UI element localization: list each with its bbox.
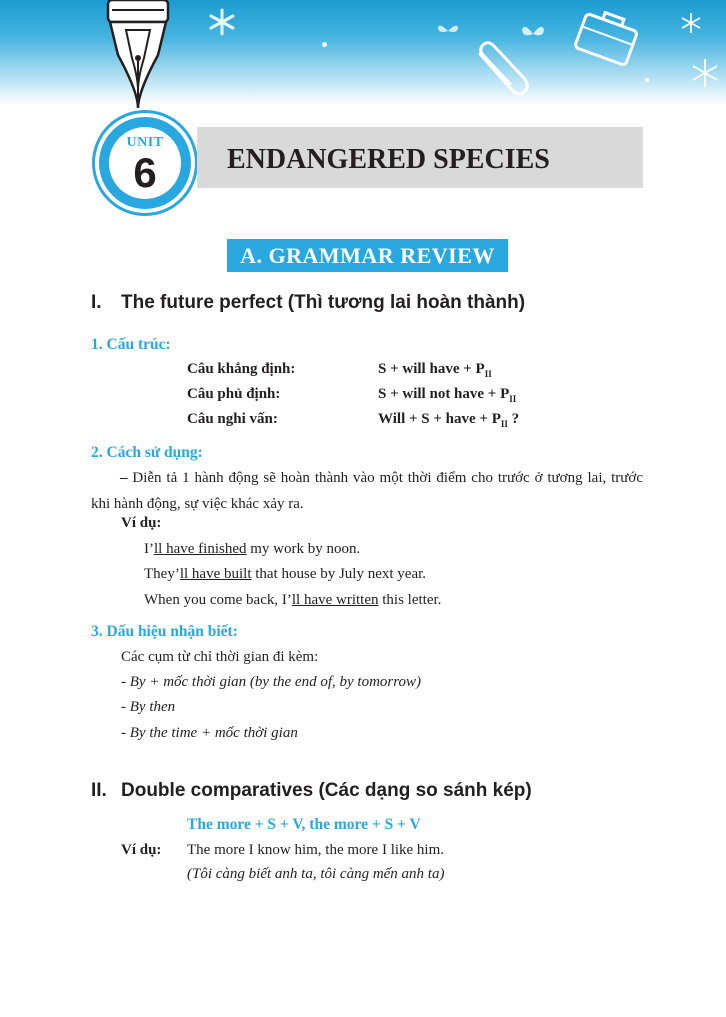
structure-formula: S + will have + $P_{II}$ — [378, 361, 492, 379]
subheading-signs: 3. Dấu hiệu nhận biết: — [91, 623, 238, 640]
part-number: I. — [91, 292, 102, 313]
example-sentence: When you come back, I’ll have written this letter. — [144, 592, 442, 608]
example-sentence: They’ll have built that house by July next year. — [144, 566, 427, 582]
dot-decoration — [322, 42, 327, 47]
comparative-formula: The more + S + V, the more + S + V — [187, 816, 421, 833]
signs-item: - By then — [121, 699, 176, 715]
paper-clip-icon — [472, 40, 532, 100]
example-translation: (Tôi càng biết anh ta, tôi càng mến anh ta) — [187, 866, 445, 882]
usage-paragraph: – Diễn tả 1 hành động sẽ hoàn thành vào một thời điểm cho trước ở tương lai, trước khi hành động, sự việc khác xảy ra. — [91, 470, 643, 512]
example-label: Ví dụ: — [121, 515, 162, 531]
example-sentence: I’ll have finished my work by noon. — [144, 541, 361, 557]
page-title-box — [197, 127, 643, 188]
unit-label: UNIT — [126, 135, 164, 150]
signs-intro: Các cụm từ chỉ thời gian đi kèm: — [121, 649, 319, 665]
dot-decoration — [645, 78, 649, 82]
signs-item: - By the time + mốc thời gian — [121, 725, 298, 741]
example-label: Ví dụ: — [121, 842, 162, 858]
unit-badge — [95, 113, 195, 213]
subheading-structure: 1. Cấu trúc: — [91, 336, 171, 353]
briefcase-icon — [572, 4, 644, 70]
structure-formula: S + will not have + $P_{II}$ — [378, 386, 517, 404]
part-title: Double comparatives (Các dạng so sánh kép) — [121, 780, 532, 801]
signs-item: - By + mốc thời gian (by the end of, by tomorrow) — [121, 674, 422, 690]
part-number: II. — [91, 780, 107, 801]
fountain-pen-icon — [98, 0, 178, 112]
unit-number: 6 — [133, 149, 157, 196]
snowflake-icon — [690, 58, 720, 88]
subheading-usage: 2. Cách sử dụng: — [91, 444, 203, 461]
structure-label: Câu khẳng định: — [187, 361, 296, 377]
butterfly-icon — [437, 22, 459, 40]
snowflake-icon — [207, 7, 237, 37]
structure-label: Câu phủ định: — [187, 386, 281, 402]
page-title: ENDANGERED SPECIES — [227, 144, 550, 175]
snowflake-icon — [680, 12, 702, 34]
structure-formula: Will + S + have + $P_{II}$ ? — [378, 411, 520, 429]
section-heading: A. GRAMMAR REVIEW — [227, 239, 508, 272]
structure-label: Câu nghi vấn: — [187, 411, 278, 427]
example-sentence: The more I know him, the more I like him. — [187, 842, 445, 858]
part-title: The future perfect (Thì tương lai hoàn thành) — [121, 292, 526, 313]
